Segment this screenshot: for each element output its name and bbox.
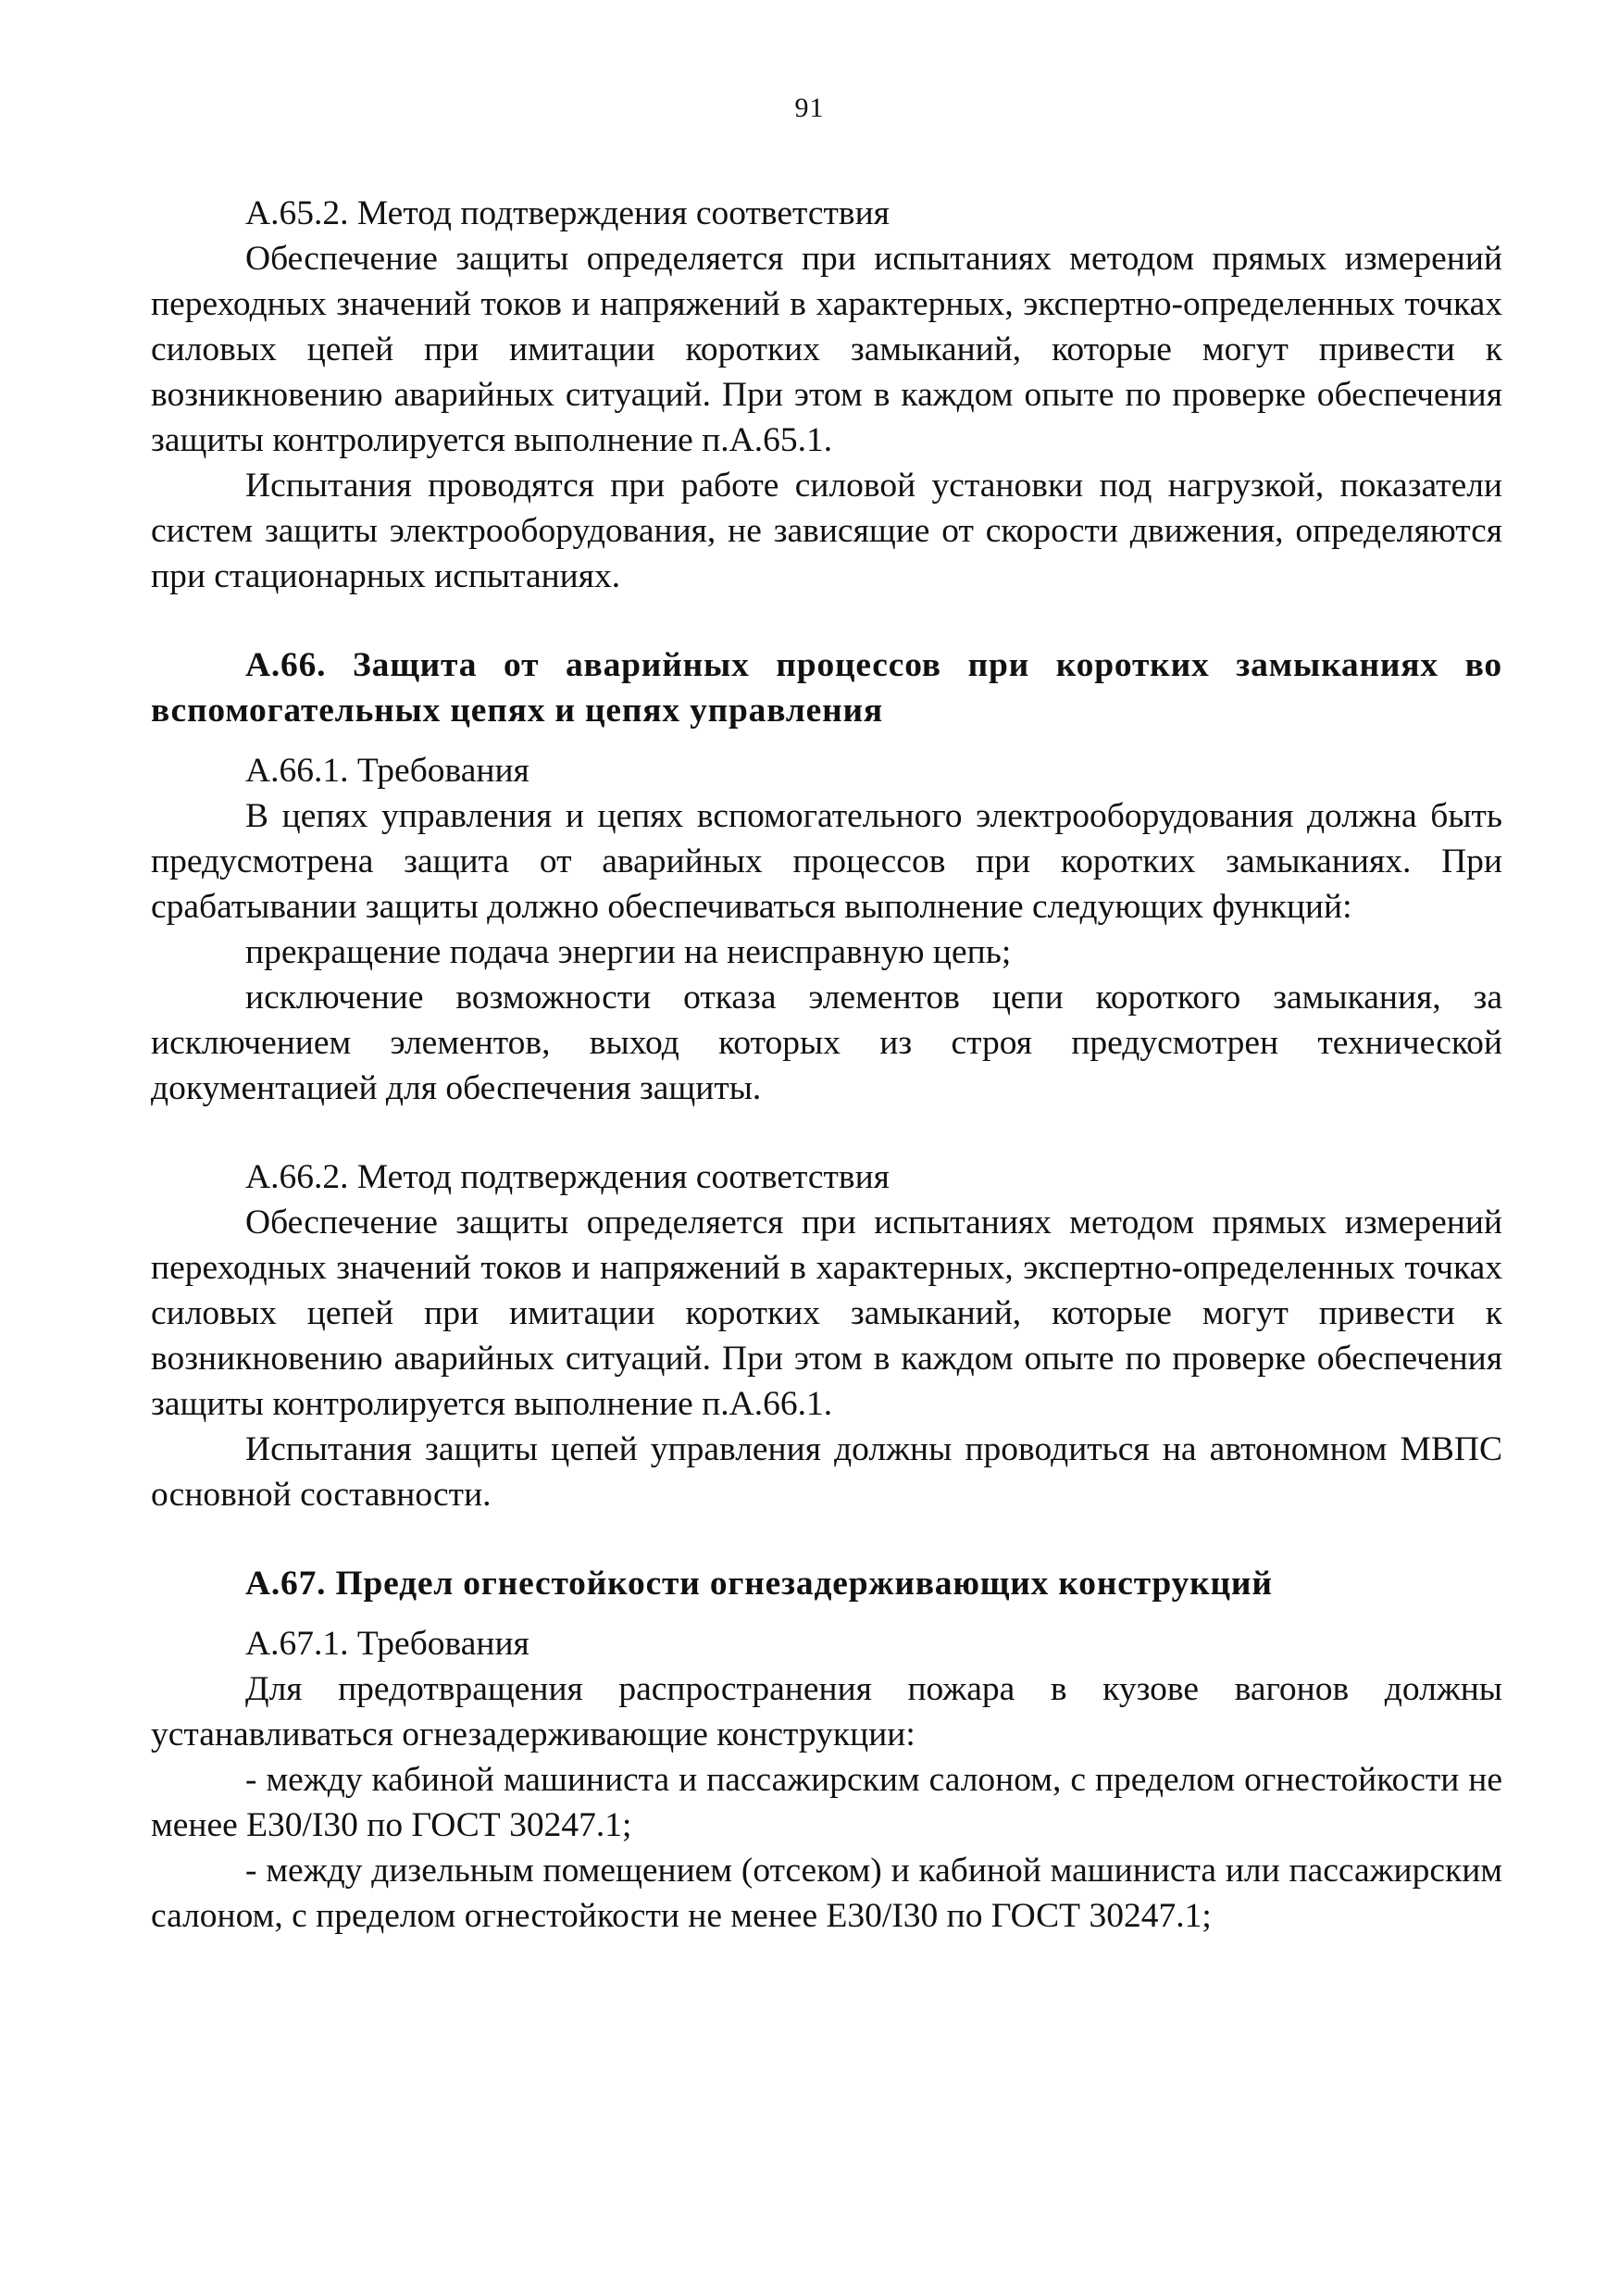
section-a67-1-title: А.67.1. Требования bbox=[245, 1625, 529, 1663]
section-a65-2-paragraph-1: Обеспечение защиты определяется при испытаниях методом прямых измерений переходных значений токов и напряжений в характерных, экспертно-определенных точках силовых цепей при имитации коротких замыканий, которые могут привести к возникновению аварийных ситуаций. При этом в каждом опыте по проверке обеспечения защиты контролируется выполнение п.А.65.1. bbox=[151, 240, 1502, 459]
section-a66-2-title: А.66.2. Метод подтверждения соответствия bbox=[245, 1158, 890, 1196]
section-a66-2-paragraph-1: Обеспечение защиты определяется при испытаниях методом прямых измерений переходных значений токов и напряжений в характерных, экспертно-определенных точках силовых цепей при имитации коротких замыканий, которые могут привести к возникновению аварийных ситуаций. При этом в каждом опыте по проверке обеспечения защиты контролируется выполнение п.А.66.1. bbox=[151, 1204, 1502, 1423]
section-a66-2-paragraph-2: Испытания защиты цепей управления должны проводиться на автономном МВПС основной составности. bbox=[151, 1430, 1502, 1514]
section-a67-1-item-1: - между кабиной машиниста и пассажирским салоном, с пределом огнестойкости не менее Е30/I30 по ГОСТ 30247.1; bbox=[151, 1761, 1502, 1844]
section-a66-1-item-1: прекращение подача энергии на неисправную цепь; bbox=[245, 933, 1012, 971]
page-number: 91 bbox=[794, 93, 825, 123]
section-a65-2-paragraph-2: Испытания проводятся при работе силовой установки под нагрузкой, показатели систем защиты электрооборудования, не зависящие от скорости движения, определяются при стационарных испытаниях. bbox=[151, 467, 1502, 595]
section-a66-1-item-2: исключение возможности отказа элементов цепи короткого замыкания, за исключением элементов, выход которых из строя предусмотрен технической документацией для обеспечения защиты. bbox=[151, 979, 1502, 1107]
section-a66-heading: А.66. Защита от аварийных процессов при коротких замыканиях во вспомогательных цепях и цепях управления bbox=[151, 646, 1502, 730]
section-a67-1-paragraph: Для предотвращения распространения пожара в кузове вагонов должны устанавливаться огнезадерживающие конструкции: bbox=[151, 1670, 1502, 1753]
section-a66-1-title: А.66.1. Требования bbox=[245, 752, 529, 790]
document-body bbox=[151, 191, 1502, 1939]
section-a67-heading: А.67. Предел огнестойкости огнезадерживающих конструкций bbox=[245, 1565, 1273, 1603]
section-a66-1-paragraph: В цепях управления и цепях вспомогательного электрооборудования должна быть предусмотрена защита от аварийных процессов при коротких замыканиях. При срабатывании защиты должно обеспечиваться выполнение следующих функций: bbox=[151, 797, 1502, 926]
section-a65-2-title: А.65.2. Метод подтверждения соответствия bbox=[245, 194, 890, 232]
section-a67-1-item-2: - между дизельным помещением (отсеком) и кабиной машиниста или пассажирским салоном, с пределом огнестойкости не менее Е30/I30 по ГОСТ 30247.1; bbox=[151, 1852, 1502, 1935]
